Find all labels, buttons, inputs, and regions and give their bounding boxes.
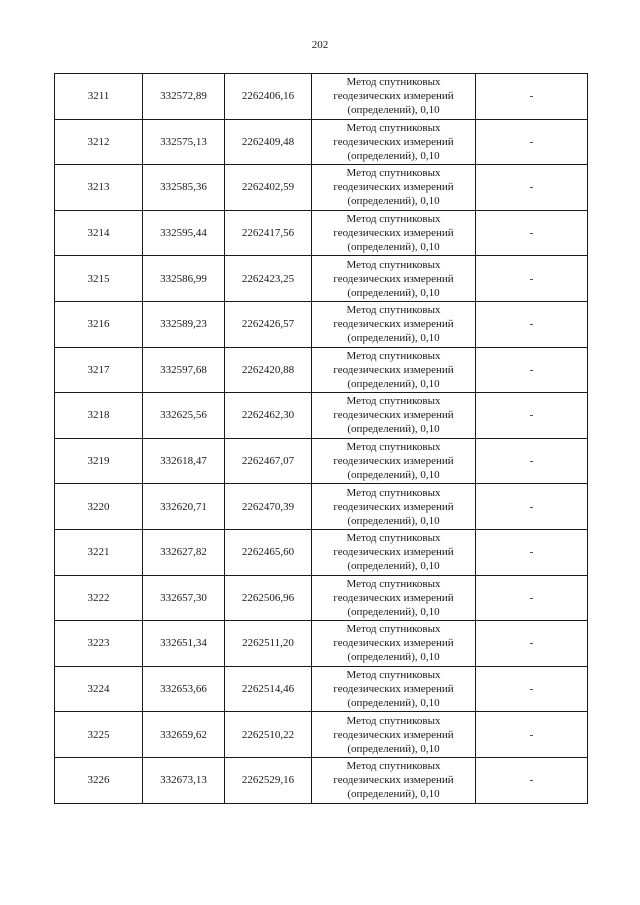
method-line: Метод спутниковых: [346, 121, 441, 134]
point-number-cell: 3215: [55, 256, 143, 302]
x-coordinate-cell: 332651,34: [143, 621, 225, 667]
x-coordinate-cell: 332620,71: [143, 484, 225, 530]
note-cell: -: [476, 74, 588, 120]
method-line: Метод спутниковых: [346, 486, 441, 499]
method-line: Метод спутниковых: [346, 669, 441, 682]
y-coordinate-cell: 2262409,48: [225, 119, 312, 165]
method-line: Метод спутниковых: [346, 167, 441, 180]
y-coordinate-cell: 2262426,57: [225, 301, 312, 347]
note-cell: -: [476, 119, 588, 165]
y-coordinate-cell: 2262506,96: [225, 575, 312, 621]
method-line: геодезических измерений: [333, 272, 454, 285]
method-cell: [312, 165, 476, 211]
method-cell: [312, 757, 476, 803]
x-coordinate-cell: 332659,62: [143, 712, 225, 758]
method-line: (определений), 0,10: [347, 423, 440, 436]
point-number-cell: 3222: [55, 575, 143, 621]
method-cell: [312, 74, 476, 120]
y-coordinate-cell: 2262406,16: [225, 74, 312, 120]
method-cell: [312, 712, 476, 758]
note-cell: -: [476, 256, 588, 302]
point-number-cell: 3226: [55, 757, 143, 803]
method-line: Метод спутниковых: [346, 623, 441, 636]
method-line: (определений), 0,10: [347, 651, 440, 664]
method-line: (определений), 0,10: [347, 377, 440, 390]
method-line: Метод спутниковых: [346, 76, 441, 89]
table-row: [55, 347, 588, 393]
note-cell: -: [476, 165, 588, 211]
method-line: (определений), 0,10: [347, 469, 440, 482]
x-coordinate-cell: 332673,13: [143, 757, 225, 803]
note-cell: -: [476, 757, 588, 803]
point-number-cell: 3223: [55, 621, 143, 667]
method-line: геодезических измерений: [333, 455, 454, 468]
coordinates-table: [54, 73, 588, 804]
method-line: (определений), 0,10: [347, 149, 440, 162]
y-coordinate-cell: 2262514,46: [225, 666, 312, 712]
table-row: [55, 165, 588, 211]
y-coordinate-cell: 2262420,88: [225, 347, 312, 393]
method-line: (определений), 0,10: [347, 241, 440, 254]
method-line: Метод спутниковых: [346, 395, 441, 408]
method-line: геодезических измерений: [333, 135, 454, 148]
method-line: геодезических измерений: [333, 774, 454, 787]
x-coordinate-cell: 332653,66: [143, 666, 225, 712]
note-cell: -: [476, 347, 588, 393]
method-line: Метод спутниковых: [346, 532, 441, 545]
y-coordinate-cell: 2262423,25: [225, 256, 312, 302]
method-line: (определений), 0,10: [347, 697, 440, 710]
point-number-cell: 3220: [55, 484, 143, 530]
note-cell: -: [476, 529, 588, 575]
method-line: (определений), 0,10: [347, 560, 440, 573]
method-line: (определений), 0,10: [347, 332, 440, 345]
method-cell: [312, 347, 476, 393]
point-number-cell: 3225: [55, 712, 143, 758]
method-cell: [312, 484, 476, 530]
x-coordinate-cell: 332589,23: [143, 301, 225, 347]
x-coordinate-cell: 332585,36: [143, 165, 225, 211]
method-line: геодезических измерений: [333, 90, 454, 103]
page-number: 202: [311, 39, 329, 51]
table-row: [55, 301, 588, 347]
table-row: [55, 393, 588, 439]
point-number-cell: 3212: [55, 119, 143, 165]
y-coordinate-cell: 2262462,30: [225, 393, 312, 439]
coordinates-table-body: [55, 74, 588, 804]
method-line: Метод спутниковых: [346, 441, 441, 454]
table-row: [55, 74, 588, 120]
method-cell: [312, 393, 476, 439]
table-row: [55, 256, 588, 302]
x-coordinate-cell: 332572,89: [143, 74, 225, 120]
table-row: [55, 529, 588, 575]
point-number-cell: 3217: [55, 347, 143, 393]
method-line: геодезических измерений: [333, 318, 454, 331]
y-coordinate-cell: 2262465,60: [225, 529, 312, 575]
point-number-cell: 3221: [55, 529, 143, 575]
note-cell: -: [476, 210, 588, 256]
method-line: Метод спутниковых: [346, 213, 441, 226]
y-coordinate-cell: 2262511,20: [225, 621, 312, 667]
point-number-cell: 3224: [55, 666, 143, 712]
method-cell: [312, 210, 476, 256]
method-line: геодезических измерений: [333, 637, 454, 650]
table-row: [55, 575, 588, 621]
point-number-cell: 3214: [55, 210, 143, 256]
method-line: геодезических измерений: [333, 363, 454, 376]
point-number-cell: 3219: [55, 438, 143, 484]
method-cell: [312, 575, 476, 621]
table-row: [55, 119, 588, 165]
note-cell: -: [476, 666, 588, 712]
method-cell: [312, 621, 476, 667]
y-coordinate-cell: 2262529,16: [225, 757, 312, 803]
y-coordinate-cell: 2262467,07: [225, 438, 312, 484]
y-coordinate-cell: 2262470,39: [225, 484, 312, 530]
method-line: геодезических измерений: [333, 500, 454, 513]
table-row: [55, 438, 588, 484]
x-coordinate-cell: 332575,13: [143, 119, 225, 165]
note-cell: -: [476, 484, 588, 530]
method-cell: [312, 256, 476, 302]
table-row: [55, 666, 588, 712]
method-cell: [312, 666, 476, 712]
x-coordinate-cell: 332627,82: [143, 529, 225, 575]
method-line: геодезических измерений: [333, 591, 454, 604]
method-line: (определений), 0,10: [347, 605, 440, 618]
method-line: геодезических измерений: [333, 683, 454, 696]
table-row: [55, 757, 588, 803]
method-line: Метод спутниковых: [346, 349, 441, 362]
y-coordinate-cell: 2262510,22: [225, 712, 312, 758]
method-line: (определений), 0,10: [347, 104, 440, 117]
method-line: геодезических измерений: [333, 227, 454, 240]
point-number-cell: 3218: [55, 393, 143, 439]
x-coordinate-cell: 332597,68: [143, 347, 225, 393]
table-row: [55, 484, 588, 530]
point-number-cell: 3211: [55, 74, 143, 120]
note-cell: -: [476, 301, 588, 347]
method-line: (определений), 0,10: [347, 788, 440, 801]
method-line: (определений), 0,10: [347, 742, 440, 755]
note-cell: -: [476, 621, 588, 667]
point-number-cell: 3213: [55, 165, 143, 211]
point-number-cell: 3216: [55, 301, 143, 347]
method-line: (определений), 0,10: [347, 195, 440, 208]
method-line: Метод спутниковых: [346, 760, 441, 773]
table-row: [55, 712, 588, 758]
method-line: геодезических измерений: [333, 546, 454, 559]
method-line: Метод спутниковых: [346, 258, 441, 271]
method-line: Метод спутниковых: [346, 577, 441, 590]
method-line: геодезических измерений: [333, 409, 454, 422]
table-row: [55, 621, 588, 667]
x-coordinate-cell: 332595,44: [143, 210, 225, 256]
method-line: (определений), 0,10: [347, 286, 440, 299]
y-coordinate-cell: 2262402,59: [225, 165, 312, 211]
y-coordinate-cell: 2262417,56: [225, 210, 312, 256]
note-cell: -: [476, 575, 588, 621]
x-coordinate-cell: 332625,56: [143, 393, 225, 439]
x-coordinate-cell: 332586,99: [143, 256, 225, 302]
method-line: (определений), 0,10: [347, 514, 440, 527]
method-line: геодезических измерений: [333, 181, 454, 194]
method-line: Метод спутниковых: [346, 304, 441, 317]
note-cell: -: [476, 393, 588, 439]
method-cell: [312, 438, 476, 484]
method-line: Метод спутниковых: [346, 714, 441, 727]
method-cell: [312, 529, 476, 575]
method-line: геодезических измерений: [333, 728, 454, 741]
x-coordinate-cell: 332657,30: [143, 575, 225, 621]
note-cell: -: [476, 438, 588, 484]
method-cell: [312, 301, 476, 347]
x-coordinate-cell: 332618,47: [143, 438, 225, 484]
table-row: [55, 210, 588, 256]
note-cell: -: [476, 712, 588, 758]
method-cell: [312, 119, 476, 165]
